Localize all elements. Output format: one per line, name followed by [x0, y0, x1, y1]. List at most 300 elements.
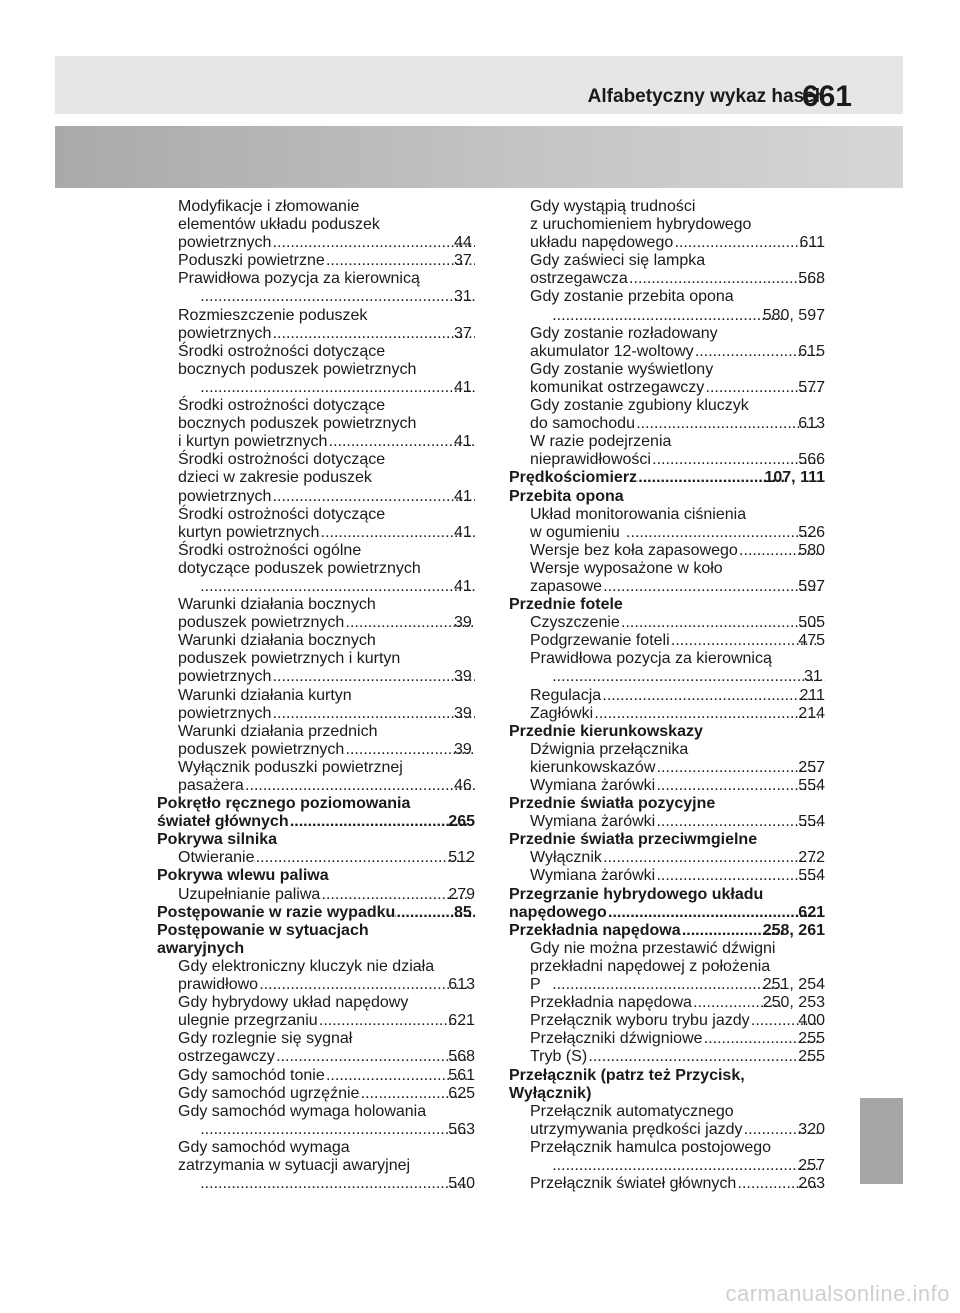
- entry-leader-row: pasażera ..... 46: [199, 777, 475, 795]
- dot-leader: [318, 1012, 470, 1030]
- entry-text-line: Wymiana żarówki: [530, 777, 656, 794]
- entry-leader-row: [530, 813, 825, 831]
- entry-leader-row: poduszek powietrznych ..... 39: [199, 741, 475, 759]
- index-entry-sub: [178, 1139, 475, 1193]
- entry-text-line: Gdy zaświeci się lampka: [530, 252, 706, 270]
- index-entry-sub: [530, 361, 825, 397]
- entry-leader-row: [530, 849, 825, 867]
- dot-leader: [199, 1175, 469, 1193]
- index-entry-sub: [178, 397, 475, 451]
- entry-leader-row: ..... 31: [199, 288, 475, 306]
- entry-text-line: w ogumieniu: [530, 523, 620, 541]
- entry-leader-row: [178, 976, 475, 994]
- entry-leader-row: [530, 1012, 825, 1030]
- index-entry-sub: [178, 343, 475, 397]
- entry-text-line: Gdy samochód wymaga: [178, 1138, 350, 1156]
- index-entry-sub: [530, 867, 825, 885]
- entry-text-line: Prędkościomierz: [509, 469, 638, 487]
- page-reference: 554: [798, 777, 825, 794]
- entry-leader-row: ..... 41: [199, 379, 475, 397]
- index-entry-sub: [178, 1067, 475, 1085]
- dot-leader: [199, 1121, 469, 1139]
- entry-text-line: kurtyn powietrznych: [178, 523, 320, 541]
- dot-leader: [275, 1048, 469, 1066]
- page-reference: 577: [798, 378, 825, 396]
- dot-leader: [655, 759, 819, 777]
- index-entry-sub: [178, 451, 475, 505]
- index-entry-sub: [178, 270, 475, 306]
- index-entry-sub: [530, 1048, 825, 1066]
- entry-leader-row: [178, 1012, 475, 1030]
- entry-text-line: Przełącznik automatycznego: [530, 1102, 734, 1120]
- index-entry-main: [509, 795, 825, 813]
- dot-leader: [254, 849, 469, 867]
- entry-text-line: Przekładnia napędowa: [509, 921, 681, 939]
- entry-text-line: Wersje bez koła zapasowego: [530, 541, 738, 559]
- index-entry-sub: [178, 198, 475, 252]
- entry-text-line: Poduszki powietrzne: [178, 252, 325, 270]
- dot-leader: [244, 777, 475, 795]
- entry-text-line: Przednie fotele: [509, 596, 623, 614]
- page-reference: 625: [448, 1084, 475, 1102]
- index-entry-sub: [530, 1030, 825, 1048]
- index-entry-sub: [178, 1085, 475, 1103]
- entry-leader-row: [530, 234, 825, 252]
- entry-leader-row: [530, 1030, 825, 1048]
- entry-text-line: Wymiana żarówki: [530, 813, 656, 831]
- entry-leader-row: [530, 523, 825, 542]
- page-reference: 263: [798, 1175, 825, 1193]
- entry-text-line: bocznych poduszek powietrznych: [178, 360, 417, 378]
- entry-text-line: komunikat ostrzegawczy: [530, 378, 705, 396]
- entry-text-line: Środki ostrożności dotyczące: [178, 397, 386, 415]
- dot-leader: [655, 777, 819, 795]
- entry-text-line: Środki ostrożności dotyczące: [178, 505, 386, 523]
- dot-leader: [637, 469, 785, 487]
- entry-text-line: Postępowanie w sytuacjach: [157, 921, 369, 939]
- dot-leader: [651, 451, 819, 469]
- entry-leader-row: [199, 1175, 475, 1193]
- entry-text-line: Czyszczenie: [530, 614, 620, 632]
- entry-text-line: Pokrętło ręcznego poziomowania: [157, 795, 411, 813]
- index-entry-sub: [530, 1012, 825, 1030]
- entry-text-line: ostrzegawcza: [530, 270, 628, 288]
- index-entry-main: [509, 922, 825, 940]
- entry-text-line: Gdy hybrydowy układ napędowy: [178, 994, 409, 1012]
- index-entry-sub: [530, 614, 825, 632]
- entry-text-line: bocznych poduszek powietrznych: [178, 415, 417, 433]
- entry-leader-row: [530, 577, 825, 596]
- index-entry-main: [157, 904, 475, 922]
- index-entry-sub: [530, 650, 825, 686]
- page-reference: 613: [448, 976, 475, 994]
- entry-leader-row: [530, 777, 825, 795]
- entry-text-line: i kurtyn powietrznych: [178, 433, 328, 451]
- page-reference: 257: [798, 1156, 825, 1174]
- entry-leader-row: [551, 307, 825, 325]
- entry-leader-row: [509, 469, 825, 487]
- entry-text-line: powietrznych: [178, 487, 272, 505]
- entry-leader-row: Postępowanie w razie wypadku ..... 85: [178, 904, 475, 922]
- index-entry-sub: [178, 958, 475, 994]
- index-entry-sub: [178, 542, 475, 596]
- entry-text-line: ulegnie przegrzaniu: [178, 1012, 318, 1030]
- page-reference: 561: [448, 1066, 475, 1084]
- entry-text-line: Gdy zostanie przebita opona: [530, 288, 734, 306]
- entry-leader-row: powietrznych ..... 39: [199, 668, 475, 686]
- entry-text-line: dzieci w zakresie poduszek: [178, 469, 372, 487]
- index-entry-main: [157, 831, 475, 849]
- entry-leader-row: [157, 813, 475, 831]
- entry-leader-row: powietrznych ..... 41: [199, 488, 475, 506]
- entry-text-line: Przegrzanie hybrydowego układu: [509, 885, 764, 903]
- entry-text-line: Prawidłowa pozycja za kierownicą: [178, 270, 420, 288]
- page-reference: 214: [798, 704, 825, 722]
- entry-text-line: Uzupełnianie paliwa: [178, 885, 321, 903]
- index-entry-sub: [530, 813, 825, 831]
- dot-leader: [628, 270, 819, 288]
- entry-leader-row: [509, 921, 825, 940]
- entry-text-line: Gdy wystąpią trudności: [530, 198, 696, 215]
- index-entry-sub: [530, 777, 825, 795]
- index-entry-main: [509, 488, 825, 506]
- entry-text-line: poduszek powietrznych i kurtyn: [178, 650, 401, 668]
- entry-text-line: Układ monitorowania ciśnienia: [530, 505, 747, 523]
- dot-leader: [199, 578, 475, 596]
- entry-text-line: dotyczące poduszek powietrznych: [178, 559, 421, 577]
- entry-text-line: Gdy samochód wymaga holowania: [178, 1102, 427, 1120]
- page-reference: 265: [448, 813, 475, 831]
- entry-text-line: Pokrywa silnika: [157, 831, 278, 849]
- page-reference: 400: [798, 1012, 825, 1030]
- dot-leader: [271, 488, 475, 506]
- entry-text-line: Gdy zostanie wyświetlony: [530, 360, 714, 378]
- dot-leader: [271, 705, 475, 723]
- section-tab-marker: [860, 1098, 903, 1184]
- entry-leader-row: [199, 1121, 475, 1139]
- dot-leader: [673, 234, 820, 252]
- page-reference: 211: [799, 686, 825, 704]
- dot-leader: [625, 524, 819, 542]
- entry-leader-row: [530, 415, 825, 433]
- entry-text-line: kierunkowskazów: [530, 758, 656, 776]
- entry-leader-row: [551, 1157, 825, 1175]
- page-reference: 258, 261: [762, 921, 825, 939]
- entry-text-line: Tryb (S): [530, 1048, 588, 1066]
- page-reference: 597: [798, 577, 825, 595]
- index-entry-sub: [530, 542, 825, 560]
- dot-leader: [602, 578, 819, 596]
- page-reference: 554: [798, 867, 825, 885]
- entry-text-line: poduszek powietrznych: [178, 740, 345, 758]
- page-reference: 320: [798, 1120, 825, 1138]
- dot-leader: [319, 524, 475, 542]
- index-entry-sub: [178, 759, 475, 795]
- dot-leader: [551, 668, 825, 686]
- entry-text-line: Przełączniki dźwigniowe: [530, 1030, 703, 1048]
- page-reference: 250, 253: [762, 994, 825, 1012]
- dot-leader: [620, 614, 819, 632]
- entry-text-line: Środki ostrożności ogólne: [178, 541, 362, 559]
- index-entry-sub: [530, 705, 825, 723]
- page-reference: 540: [448, 1175, 475, 1193]
- index-entry-sub: [530, 940, 825, 994]
- index-entry-sub: [530, 1103, 825, 1139]
- dot-leader: [593, 705, 819, 723]
- page-reference: 107, 111: [764, 469, 825, 487]
- page-reference: 613: [798, 415, 825, 433]
- index-column-right: [509, 198, 825, 1193]
- entry-leader-row: [178, 1084, 475, 1103]
- dot-leader: [199, 288, 475, 306]
- entry-leader-row: poduszek powietrznych ..... 39: [199, 614, 475, 632]
- page-reference: 580: [798, 541, 825, 559]
- entry-text-line: W razie podejrzenia: [530, 433, 672, 451]
- entry-leader-row: [530, 378, 825, 397]
- dot-leader: [271, 234, 475, 252]
- index-entry-sub: [178, 723, 475, 759]
- index-entry-sub: [530, 506, 825, 542]
- page-reference: 512: [448, 849, 475, 867]
- entry-text-line: Przekładnia napędowa: [530, 994, 692, 1012]
- entry-text-line: Przednie światła przeciwmgielne: [509, 831, 758, 849]
- entry-text-line: do samochodu: [530, 415, 635, 433]
- index-entry-sub: [178, 849, 475, 867]
- dot-leader: [320, 886, 469, 904]
- entry-text-line: świateł głównych: [157, 813, 289, 831]
- index-column-left: [157, 198, 475, 1193]
- entry-leader-row: [530, 632, 825, 650]
- page-reference: 257: [798, 758, 825, 776]
- entry-leader-row: [530, 614, 825, 632]
- entry-text-line: Wyłącznik poduszki powietrznej: [178, 758, 403, 776]
- page-reference: 279: [448, 885, 475, 903]
- index-entry-main: [509, 1067, 825, 1103]
- entry-leader-row: [530, 342, 825, 361]
- page-reference: 563: [448, 1120, 475, 1138]
- index-entry-sub: [178, 687, 475, 723]
- entry-text-line: Prawidłowa pozycja za kierownicą: [530, 650, 772, 668]
- dot-leader: [587, 1048, 819, 1066]
- entry-leader-row: powietrznych ..... 44: [199, 234, 475, 252]
- page-reference: 566: [798, 451, 825, 469]
- index-entry-main: [509, 596, 825, 614]
- entry-text-line: awaryjnych: [157, 939, 245, 957]
- entry-text-line: Środki ostrożności dotyczące: [178, 342, 386, 360]
- page-reference: 580, 597: [762, 306, 825, 324]
- entry-text-line: Wymiana żarówki: [530, 867, 656, 885]
- entry-text-line: Przednie światła pozycyjne: [509, 795, 716, 813]
- dot-leader: [601, 687, 820, 705]
- page-reference: 475: [798, 632, 825, 650]
- entry-text-line: Otwieranie: [178, 849, 255, 867]
- page-number: 661: [801, 80, 852, 113]
- entry-text-line: Warunki działania kurtyn: [178, 686, 352, 704]
- dot-leader: [551, 976, 784, 994]
- entry-text-line: zapasowe: [530, 577, 603, 595]
- page-reference: 255: [798, 1048, 825, 1066]
- entry-text-line: Warunki działania bocznych: [178, 596, 376, 614]
- entry-leader-row: [178, 1048, 475, 1066]
- index-entry-sub: [530, 849, 825, 867]
- dot-leader: [327, 433, 475, 451]
- index-entry-main: [157, 867, 475, 885]
- dot-leader: [551, 1157, 819, 1175]
- entry-text-line: z uruchomieniem hybrydowego: [530, 216, 752, 234]
- entry-text-line: Modyfikacje i złomowanie: [178, 198, 360, 215]
- index-entry-sub: [178, 632, 475, 686]
- entry-leader-row: kurtyn powietrznych ..... 41: [199, 524, 475, 542]
- entry-text-line: Gdy rozlegnie się sygnał: [178, 1030, 353, 1048]
- entry-text-line: Pokrywa wlewu paliwa: [157, 867, 329, 885]
- page-reference: 621: [798, 903, 825, 921]
- index-entry-sub: [530, 994, 825, 1012]
- dot-leader: [271, 668, 475, 686]
- dot-leader: [325, 252, 475, 270]
- page-reference: 611: [799, 234, 825, 252]
- entry-text-line: Zagłówki: [530, 704, 594, 722]
- page-reference: 505: [798, 614, 825, 632]
- entry-text-line: Regulacja: [530, 686, 602, 704]
- entry-leader-row: [530, 1175, 825, 1193]
- index-entry-sub: [178, 506, 475, 542]
- entry-text-line: Postępowanie w razie wypadku: [157, 903, 396, 921]
- entry-leader-row: ..... 31: [551, 668, 825, 686]
- entry-leader-row: [530, 704, 825, 723]
- page-header-title: Alfabetyczny wykaz haseł: [587, 86, 820, 107]
- entry-leader-row: ..... 41: [199, 578, 475, 596]
- dot-leader: [289, 813, 470, 831]
- entry-text-line: Dźwignia przełącznika: [530, 740, 689, 758]
- entry-text-line: powietrznych: [178, 234, 272, 252]
- entry-leader-row: [530, 994, 825, 1012]
- entry-text-line: Gdy zostanie rozładowany: [530, 324, 718, 342]
- entry-text-line: Gdy elektroniczny kluczyk nie działa: [178, 957, 435, 975]
- entry-text-line: Warunki działania przednich: [178, 722, 378, 740]
- index-entry-main: [509, 831, 825, 849]
- index-entry-sub: [178, 886, 475, 904]
- entry-leader-row: [509, 903, 825, 922]
- page-reference: 526: [798, 523, 825, 541]
- entry-text-line: prawidłowo: [178, 976, 259, 994]
- index-entry-main: [509, 469, 825, 487]
- entry-text-line: Warunki działania bocznych: [178, 632, 376, 650]
- entry-text-line: Wersje wyposażone w koło: [530, 559, 723, 577]
- entry-text-line: Przełącznik wyboru trybu jazdy: [530, 1012, 750, 1030]
- entry-leader-row: [530, 541, 825, 560]
- entry-text-line: powietrznych: [178, 324, 272, 342]
- index-entry-sub: [530, 288, 825, 324]
- entry-text-line: Gdy samochód tonie: [178, 1066, 325, 1084]
- entry-text-line: Wyłącznik: [530, 849, 602, 867]
- entry-text-line: ostrzegawczy: [178, 1048, 275, 1066]
- index-entry-sub: [530, 252, 825, 288]
- entry-leader-row: [530, 1120, 825, 1139]
- page-reference: 554: [798, 813, 825, 831]
- entry-text-line: Wyłącznik): [509, 1084, 592, 1102]
- dot-leader: [670, 632, 820, 650]
- entry-text-line: napędowego: [509, 903, 607, 921]
- entry-text-line: Podgrzewanie foteli: [530, 632, 670, 650]
- entry-text-line: akumulator 12-woltowy: [530, 342, 694, 360]
- entry-text-line: przekładni napędowej z położenia: [530, 957, 771, 975]
- index-entry-sub: [530, 198, 825, 252]
- entry-text-line: układu napędowego: [530, 234, 674, 252]
- entry-text-line: Przednie kierunkowskazy: [509, 722, 703, 740]
- entry-text-line: elementów układu poduszek: [178, 216, 380, 234]
- index-entry-main: [157, 922, 475, 958]
- entry-leader-row: i kurtyn powietrznych ..... 41: [199, 433, 475, 451]
- entry-leader-row: [178, 849, 475, 867]
- dot-leader: [271, 325, 475, 343]
- index-entry-sub: [530, 397, 825, 433]
- entry-text-line: Gdy samochód ugrzęźnie: [178, 1084, 360, 1102]
- entry-text-line: poduszek powietrznych: [178, 614, 345, 632]
- index-entry-main: [509, 723, 825, 741]
- watermark: carmanualsonline.info: [725, 1281, 950, 1306]
- entry-text-line: powietrznych: [178, 704, 272, 722]
- entry-text-line: Przełącznik hamulca postojowego: [530, 1138, 772, 1156]
- page-reference: 272: [798, 849, 825, 867]
- index-entry-main: [509, 886, 825, 922]
- entry-text-line: zatrzymania w sytuacji awaryjnej: [178, 1156, 411, 1174]
- index-entry-sub: [178, 307, 475, 343]
- entry-leader-row: powietrznych ..... 37: [199, 325, 475, 343]
- entry-leader-row: powietrznych ..... 39: [199, 705, 475, 723]
- index-entry-main: [157, 795, 475, 831]
- entry-text-line: Gdy nie można przestawić dźwigni: [530, 939, 776, 957]
- entry-text-line: Środki ostrożności dotyczące: [178, 451, 386, 469]
- entry-text-line: Rozmieszczenie poduszek: [178, 306, 368, 324]
- page-reference: 251, 254: [762, 976, 825, 994]
- index-entry-sub: [530, 560, 825, 596]
- dot-leader: [655, 813, 819, 831]
- entry-leader-row: [530, 686, 825, 705]
- entry-text-line: nieprawidłowości: [530, 451, 651, 469]
- index-entry-sub: [530, 632, 825, 650]
- index-entry-sub: [178, 252, 475, 270]
- entry-leader-row: [178, 1066, 475, 1085]
- entry-text-line: Przełącznik świateł głównych: [530, 1175, 737, 1193]
- entry-leader-row: [178, 885, 475, 904]
- dot-leader: [655, 867, 819, 885]
- index-entry-sub: [530, 741, 825, 777]
- dot-leader: [607, 904, 820, 922]
- entry-leader-row: P ..... 251, 254: [551, 976, 825, 994]
- index-entry-sub: [530, 325, 825, 361]
- entry-leader-row: [530, 758, 825, 777]
- index-entry-sub: [530, 1175, 825, 1193]
- entry-leader-row: [530, 1048, 825, 1066]
- page-reference: 568: [798, 270, 825, 288]
- page-reference: 255: [798, 1030, 825, 1048]
- dot-leader: [199, 379, 475, 397]
- index-entry-sub: [530, 687, 825, 705]
- dot-leader: [602, 849, 819, 867]
- entry-leader-row: Poduszki powietrzne ..... 37: [199, 252, 475, 270]
- index-entry-sub: [178, 1030, 475, 1066]
- index-entry-sub: [178, 994, 475, 1030]
- entry-text-line: Przebita opona: [509, 487, 624, 505]
- decorative-gray-band: [55, 126, 903, 188]
- entry-leader-row: [530, 451, 825, 469]
- page-reference: 621: [448, 1012, 475, 1030]
- index-entry-sub: [178, 596, 475, 632]
- index-entry-sub: [178, 1103, 475, 1139]
- entry-text-line: utrzymywania prędkości jazdy: [530, 1120, 743, 1138]
- page-reference: 615: [798, 342, 825, 360]
- index-entry-sub: [530, 433, 825, 469]
